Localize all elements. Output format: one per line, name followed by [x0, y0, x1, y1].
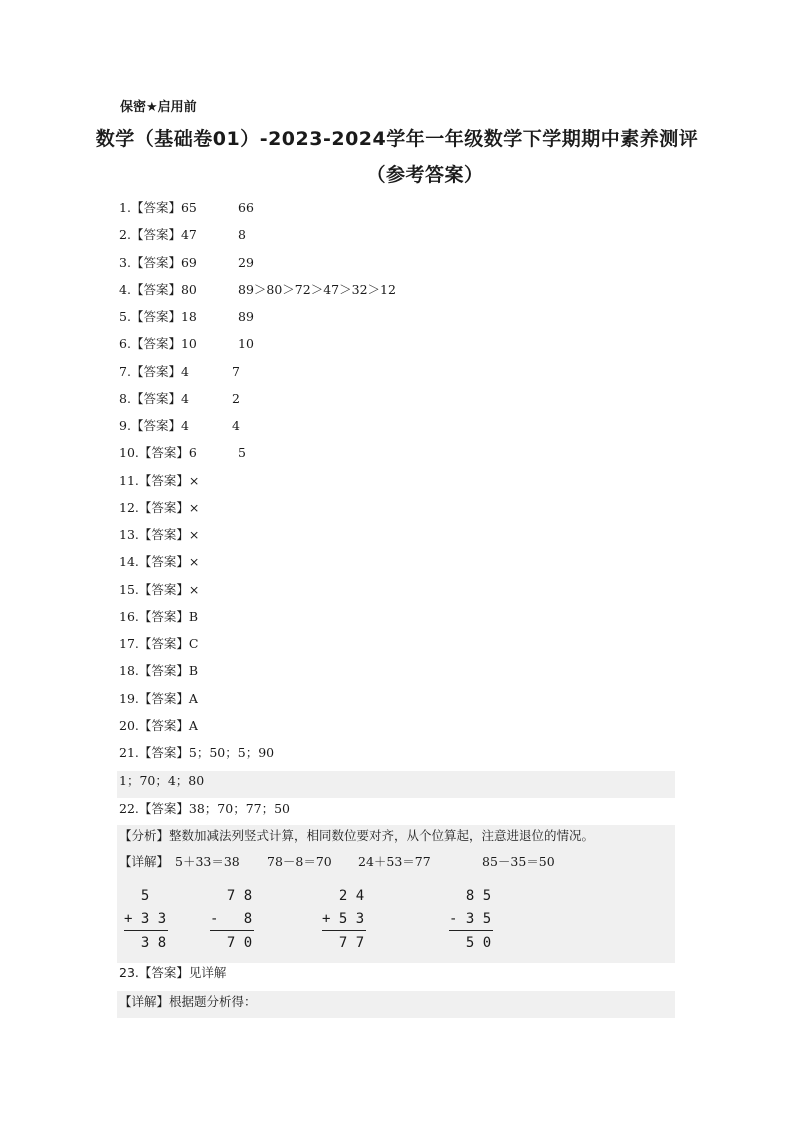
- calc-operand: + 5 3: [322, 911, 365, 927]
- answer-row: [119, 661, 679, 681]
- q22-detail-label: 【详解】: [119, 854, 170, 869]
- calc-line: [124, 930, 168, 931]
- question-number: 10.: [119, 445, 139, 461]
- question-number: 16.: [119, 608, 139, 624]
- answer-row: [119, 334, 679, 354]
- answer-tag: 【答案】: [130, 390, 181, 406]
- calc-result: 3 8: [124, 935, 167, 951]
- answer-tag: 【答案】: [130, 336, 181, 352]
- answer-row: [119, 443, 679, 463]
- answer-value-2: 66: [238, 200, 254, 215]
- calc-result: 5 0: [449, 935, 492, 951]
- answer-value-2: 2: [232, 390, 240, 406]
- answer-row: [119, 225, 679, 245]
- answer-tag: 【答案】: [138, 472, 189, 488]
- answer-value-1: 80: [180, 281, 197, 297]
- question-number: 17.: [119, 636, 139, 651]
- answer-tag: 【答案】: [130, 363, 181, 379]
- answer-value-1: A: [188, 717, 198, 733]
- answer-value-2: 5: [238, 445, 246, 461]
- calc-line: [322, 930, 366, 931]
- calc-top: 2 4: [322, 888, 365, 904]
- calc-top: 7 8: [210, 888, 253, 904]
- answer-value-1: B: [188, 608, 199, 624]
- answer-value-2: 8: [238, 227, 246, 243]
- answer-row: [119, 607, 679, 627]
- answer-value-1: 6: [188, 445, 197, 461]
- answer-tag: 【答案】: [130, 418, 181, 433]
- q22-equation-2: 78－8＝70: [267, 854, 332, 869]
- answer-row: [119, 471, 679, 491]
- calc-result: 7 0: [210, 935, 253, 951]
- answer-tag: 【答案】: [138, 581, 189, 597]
- answer-row: [119, 634, 679, 654]
- answer-value-1: ×: [188, 472, 200, 488]
- question-number: 19.: [119, 690, 139, 706]
- question-number: 3.: [119, 254, 131, 270]
- answer-row: [119, 416, 679, 436]
- calc-line: [210, 930, 254, 931]
- answer-tag: 【答案】: [138, 499, 189, 515]
- answer-tag: 【答案】: [130, 227, 181, 243]
- question-number: 4.: [119, 281, 131, 297]
- answer-row: [119, 198, 679, 218]
- question-number: 12.: [119, 499, 139, 515]
- answer-tag: 【答案】: [130, 200, 181, 215]
- answer-value-1: 4: [180, 363, 189, 379]
- question-number: 20.: [119, 717, 139, 733]
- answer-value-2: 10: [238, 336, 254, 352]
- q22-analysis: 【分析】整数加减法列竖式计算，相同数位要对齐，从个位算起，注意进退位的情况。: [119, 828, 595, 843]
- answer-tag: 【答案】: [138, 690, 189, 706]
- answer-row: [119, 253, 679, 273]
- calc-line: [449, 930, 493, 931]
- calc-top: 5: [124, 888, 150, 904]
- answer-value-1: A: [188, 690, 198, 706]
- answer-tag: 【答案】: [138, 636, 189, 651]
- answer-value-2: 7: [232, 363, 240, 379]
- answer-tag: 【答案】: [138, 527, 189, 542]
- answer-row: [119, 498, 679, 518]
- answer-tag: 【答案】: [130, 254, 181, 270]
- answer-row: [119, 307, 679, 327]
- answer-value-1: 47: [180, 227, 197, 243]
- answer-row: [119, 362, 679, 382]
- q21-answer-line2: 1；70；4；80: [119, 773, 205, 788]
- question-number: 6.: [119, 336, 131, 352]
- answer-row: [119, 525, 679, 545]
- answer-value-1: ×: [188, 499, 200, 515]
- q22-equation-4: 85－35＝50: [482, 854, 555, 869]
- answer-tag: 【答案】: [138, 663, 189, 679]
- answer-value-1: 5；50；5；90: [188, 745, 275, 760]
- question-number: 18.: [119, 663, 139, 679]
- answer-tag: 【答案】: [138, 554, 189, 570]
- answer-value-1: ×: [188, 554, 200, 570]
- answer-row: [119, 280, 679, 300]
- calc-operand: + 3 3: [124, 911, 167, 927]
- question-number: 14.: [119, 554, 139, 570]
- answer-row: [119, 743, 679, 763]
- answer-value-1: 65: [180, 200, 197, 215]
- answer-value-1: 10: [180, 336, 197, 352]
- confidential-label: 保密★启用前: [120, 100, 197, 115]
- question-number: 11.: [119, 472, 139, 488]
- answer-row: [119, 689, 679, 709]
- calc-result: 7 7: [322, 935, 365, 951]
- question-number: 2.: [119, 227, 131, 243]
- question-number: 21.: [119, 745, 139, 760]
- calc-operand: - 8: [210, 911, 253, 927]
- q22-equation-1: 5＋33＝38: [175, 854, 240, 869]
- q23-answer: 23.【答案】见详解: [119, 965, 227, 980]
- q22-equation-3: 24＋53＝77: [358, 854, 431, 869]
- answer-tag: 【答案】: [130, 309, 181, 324]
- answer-tag: 【答案】: [130, 281, 181, 297]
- q23-detail: 【详解】根据题分析得：: [119, 994, 257, 1009]
- question-number: 5.: [119, 309, 131, 324]
- answer-value-1: ×: [188, 581, 200, 597]
- question-number: 9.: [119, 418, 131, 433]
- document-subtitle: （参考答案）: [366, 164, 484, 186]
- question-number: 8.: [119, 390, 131, 406]
- answer-row: [119, 580, 679, 600]
- answer-row: [119, 552, 679, 572]
- document-title: 数学（基础卷01）-2023-2024学年一年级数学下学期期中素养测评: [95, 128, 699, 150]
- answer-value-2: 89＞80＞72＞47＞32＞12: [238, 281, 396, 297]
- answer-value-1: B: [188, 663, 199, 679]
- question-number: 15.: [119, 581, 139, 597]
- question-number: 13.: [119, 527, 139, 542]
- answer-value-1: 69: [180, 254, 197, 270]
- calc-top: 8 5: [449, 888, 492, 904]
- question-number: 1.: [119, 200, 131, 215]
- answer-value-1: 18: [180, 309, 197, 324]
- answer-tag: 【答案】: [138, 608, 189, 624]
- answer-value-2: 89: [238, 309, 254, 324]
- question-number: 7.: [119, 363, 131, 379]
- answer-value-1: C: [188, 636, 199, 651]
- answer-value-1: 4: [180, 390, 189, 406]
- answer-tag: 【答案】: [138, 717, 189, 733]
- answer-tag: 【答案】: [138, 745, 189, 760]
- answer-tag: 【答案】: [138, 445, 189, 461]
- answer-value-2: 4: [232, 418, 240, 433]
- answer-value-1: 4: [180, 418, 189, 433]
- answer-row: [119, 389, 679, 409]
- answer-row: [119, 716, 679, 736]
- answer-value-1: ×: [188, 527, 200, 542]
- q22-answer: 22.【答案】38；70；77；50: [119, 801, 291, 816]
- answer-value-2: 29: [238, 254, 254, 270]
- calc-operand: - 3 5: [449, 911, 492, 927]
